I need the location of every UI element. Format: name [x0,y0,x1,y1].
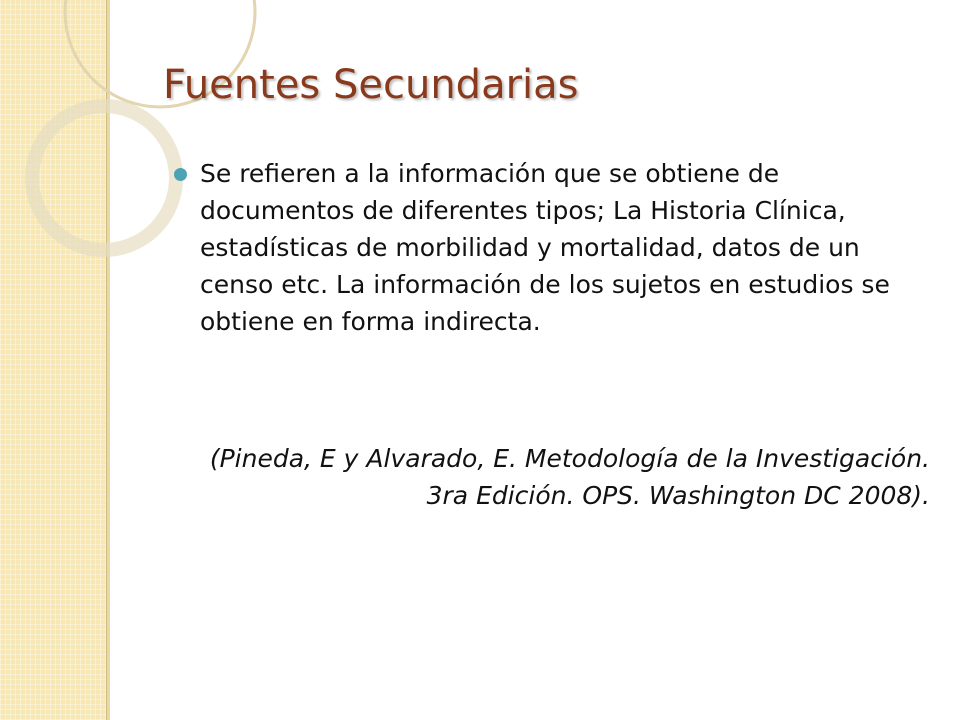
bullet-dot-icon [174,168,187,181]
slide-title: Fuentes Secundarias [163,62,579,108]
decorative-circle-small [32,106,176,250]
citation-text: (Pineda, E y Alvarado, E. Metodología de la Investigación. 3ra Edición. OPS. Washington DC 2008). [209,444,930,510]
bullet-text: Se refieren a la información que se obtiene de documentos de diferentes tipos; La Historia Clínica, estadísticas de morbilidad y mortalidad, datos de un censo etc. La información de los sujetos en estudios se obtiene en forma indirecta. [200,159,890,336]
